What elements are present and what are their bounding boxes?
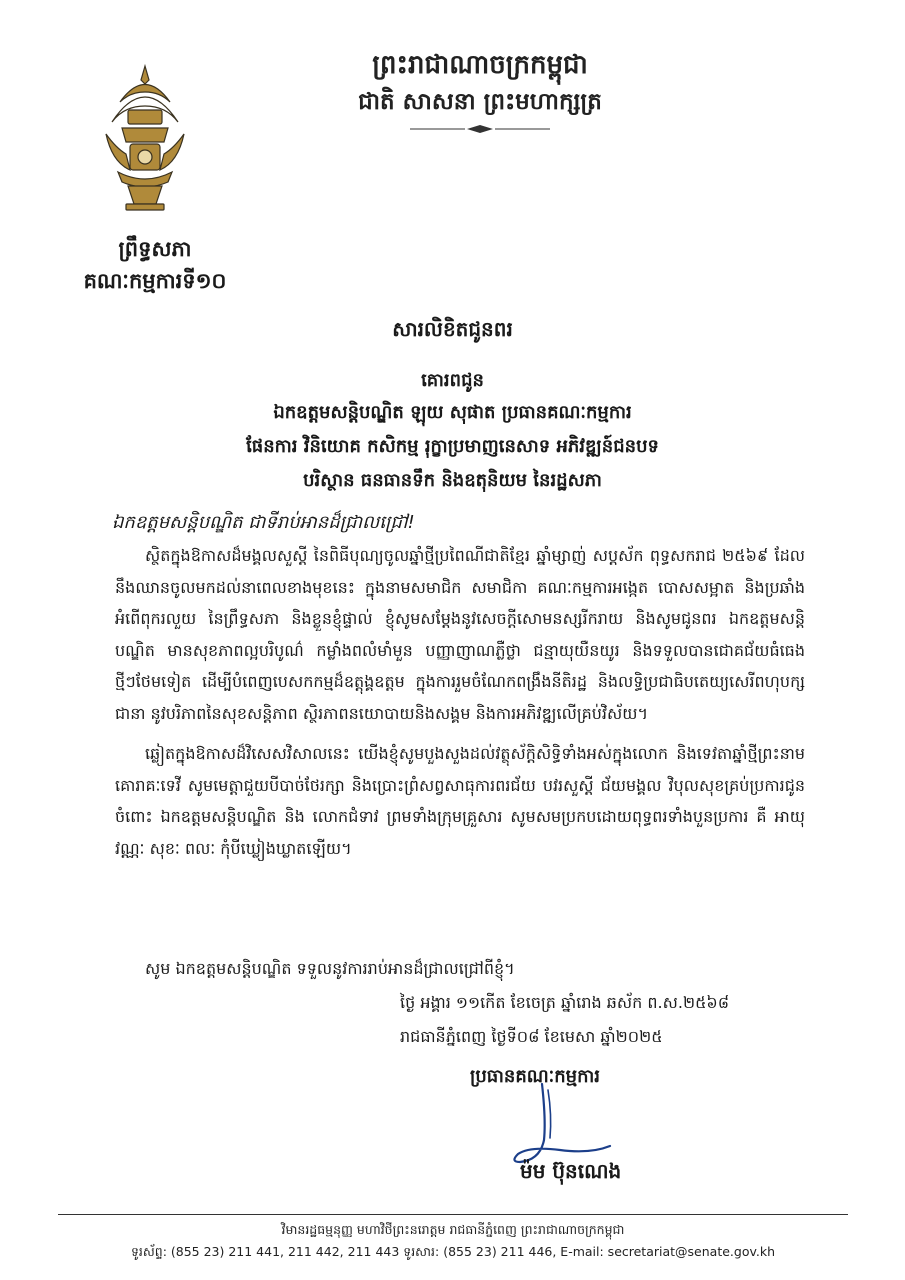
footer-contacts: ទូរស័ព្ទ: (855 23) 211 441, 211 442, 211 443 ទូរសារ: (855 23) 211 446, E-mail: secretariat@senate.gov.kh <box>130 1244 776 1259</box>
closing-paragraph: សូម ឯកឧត្តមសន្តិបណ្ឌិត ទទួលនូវការរាប់អានដ៏ជ្រាលជ្រៅពីខ្ញុំ។ <box>145 959 515 978</box>
footer-address: វិមានរដ្ឋធម្មនុញ្ញ មហាវិថីព្រះនរោត្តម រាជធានីភ្នំពេញ ព្រះរាជាណាចក្រកម្ពុជា <box>281 1222 625 1237</box>
addressee-line: ឯកឧត្តមសន្តិបណ្ឌិត ឡុយ សុផាត ប្រធានគណៈកម្មការ <box>273 402 632 423</box>
commission-name: គណៈកម្មការទី១០ <box>83 269 227 293</box>
addressee-label: គោរពជូន <box>421 370 484 391</box>
document-title: សារលិខិតជូនពរ <box>392 317 513 341</box>
handwritten-signature-icon <box>490 1080 630 1170</box>
signer-title: ប្រធានគណៈកម្មការ <box>470 1066 600 1087</box>
footer-divider <box>58 1214 848 1215</box>
lunar-date: ថ្ងៃ អង្គារ ១១កើត ខែចេត្រ ឆ្នាំរោង ឆស័ក ព.ស.២៥៦៨ <box>400 993 730 1012</box>
kingdom-name: ព្រះរាជាណាចក្រកម្ពុជា <box>372 50 588 80</box>
signer-name: ម៉ម ប៊ុនណេង <box>520 1159 622 1183</box>
addressee-line: ផែនការ វិនិយោគ កសិកម្ម រុក្ខាប្រមាញនេសាទ អភិវឌ្ឍន៍ជនបទ <box>246 436 659 457</box>
national-motto: ជាតិ សាសនា ព្រះមហាក្សត្រ <box>358 89 602 115</box>
body-paragraph: ឆ្លៀតក្នុងឱកាសដ៏វិសេសវិសាលនេះ យើងខ្ញុំសូមបួងសួងដល់វត្ថុស័ក្តិសិទ្ធិទាំងអស់ក្នុងលោក និងទេវតាឆ្នាំថ្មីព្រះនាម គោរាគៈទេវី សូមមេត្តាជួយបីបាច់ថែរក្សា និងប្រោះព្រំសព្វសាធុការពរជ័យ បវរសួស្តី ជ័យមង្គល វិបុលសុខគ្រប់ប្រការជូនចំពោះ ឯកឧត្តមសន្តិបណ្ឌិត និង លោកជំទាវ ព្រមទាំងក្រុមគ្រួសារ សូមសមប្រកបដោយពុទ្ធពរទាំងបួនប្រការ គឺ អាយុ វណ្ណៈ សុខៈ ពលៈ កុំបីឃ្លៀងឃ្លាតឡើយ។ <box>115 744 805 858</box>
addressee-line: បរិស្ថាន ធនធានទឹក និងឧតុនិយម នៃរដ្ឋសភា <box>303 470 602 491</box>
royal-emblem-icon <box>100 62 190 212</box>
salutation: ឯកឧត្តមសន្តិបណ្ឌិត ជាទីរាប់អានដ៏ជ្រាលជ្រៅ! <box>112 512 415 533</box>
ornament-divider-icon <box>405 124 555 134</box>
institution-name: ព្រឹទ្ធសភា <box>118 237 192 261</box>
solar-date: រាជធានីភ្នំពេញ ថ្ងៃទី០៨ ខែមេសា ឆ្នាំ២០២៥ <box>400 1027 663 1046</box>
body-paragraph: ស្ថិតក្នុងឱកាសដ៏មង្គលសួស្តី នៃពិធីបុណ្យចូលឆ្នាំថ្មីប្រពៃណីជាតិខ្មែរ ឆ្នាំម្សាញ់ សប្តស័ក ពុទ្ធសករាជ ២៥៦៩ ដែលនឹងឈានចូលមកដល់នាពេលខាងមុខនេះ ក្នុងនាមសមាជិក សមាជិកា គណៈកម្មការអង្កេត បោសសម្អាត និងប្រឆាំងអំពើពុករលួយ នៃព្រឹទ្ធសភា និងខ្លួនខ្ញុំផ្ទាល់ ខ្ញុំសូមសម្តែងនូវសេចក្តីសោមនស្សរីករាយ និងសូមជូនពរ ឯកឧត្តមសន្តិបណ្ឌិត មានសុខភាពល្អបរិបូណ៌ កម្លាំងពលំមាំមួន បញ្ញាញាណភ្លឺថ្លា ជន្មាយុយឺនយូរ និងទទួលបានជោគជ័យធំធេងថ្មីៗថែមទៀត ដើម្បីបំពេញបេសកកម្មដ៏ឧត្តុង្គឧត្តម ក្នុងការរួមចំណែកពង្រឹងនីតិរដ្ឋ និងលទ្ធិប្រជាធិបតេយ្យសេរីពហុបក្សជានា នូវបរិភាពនៃសុខសន្តិភាព ស្ថិរភាពនយោបាយនិងសង្គម និងការអភិវឌ្ឍលើគ្រប់វិស័យ។ <box>115 546 805 723</box>
